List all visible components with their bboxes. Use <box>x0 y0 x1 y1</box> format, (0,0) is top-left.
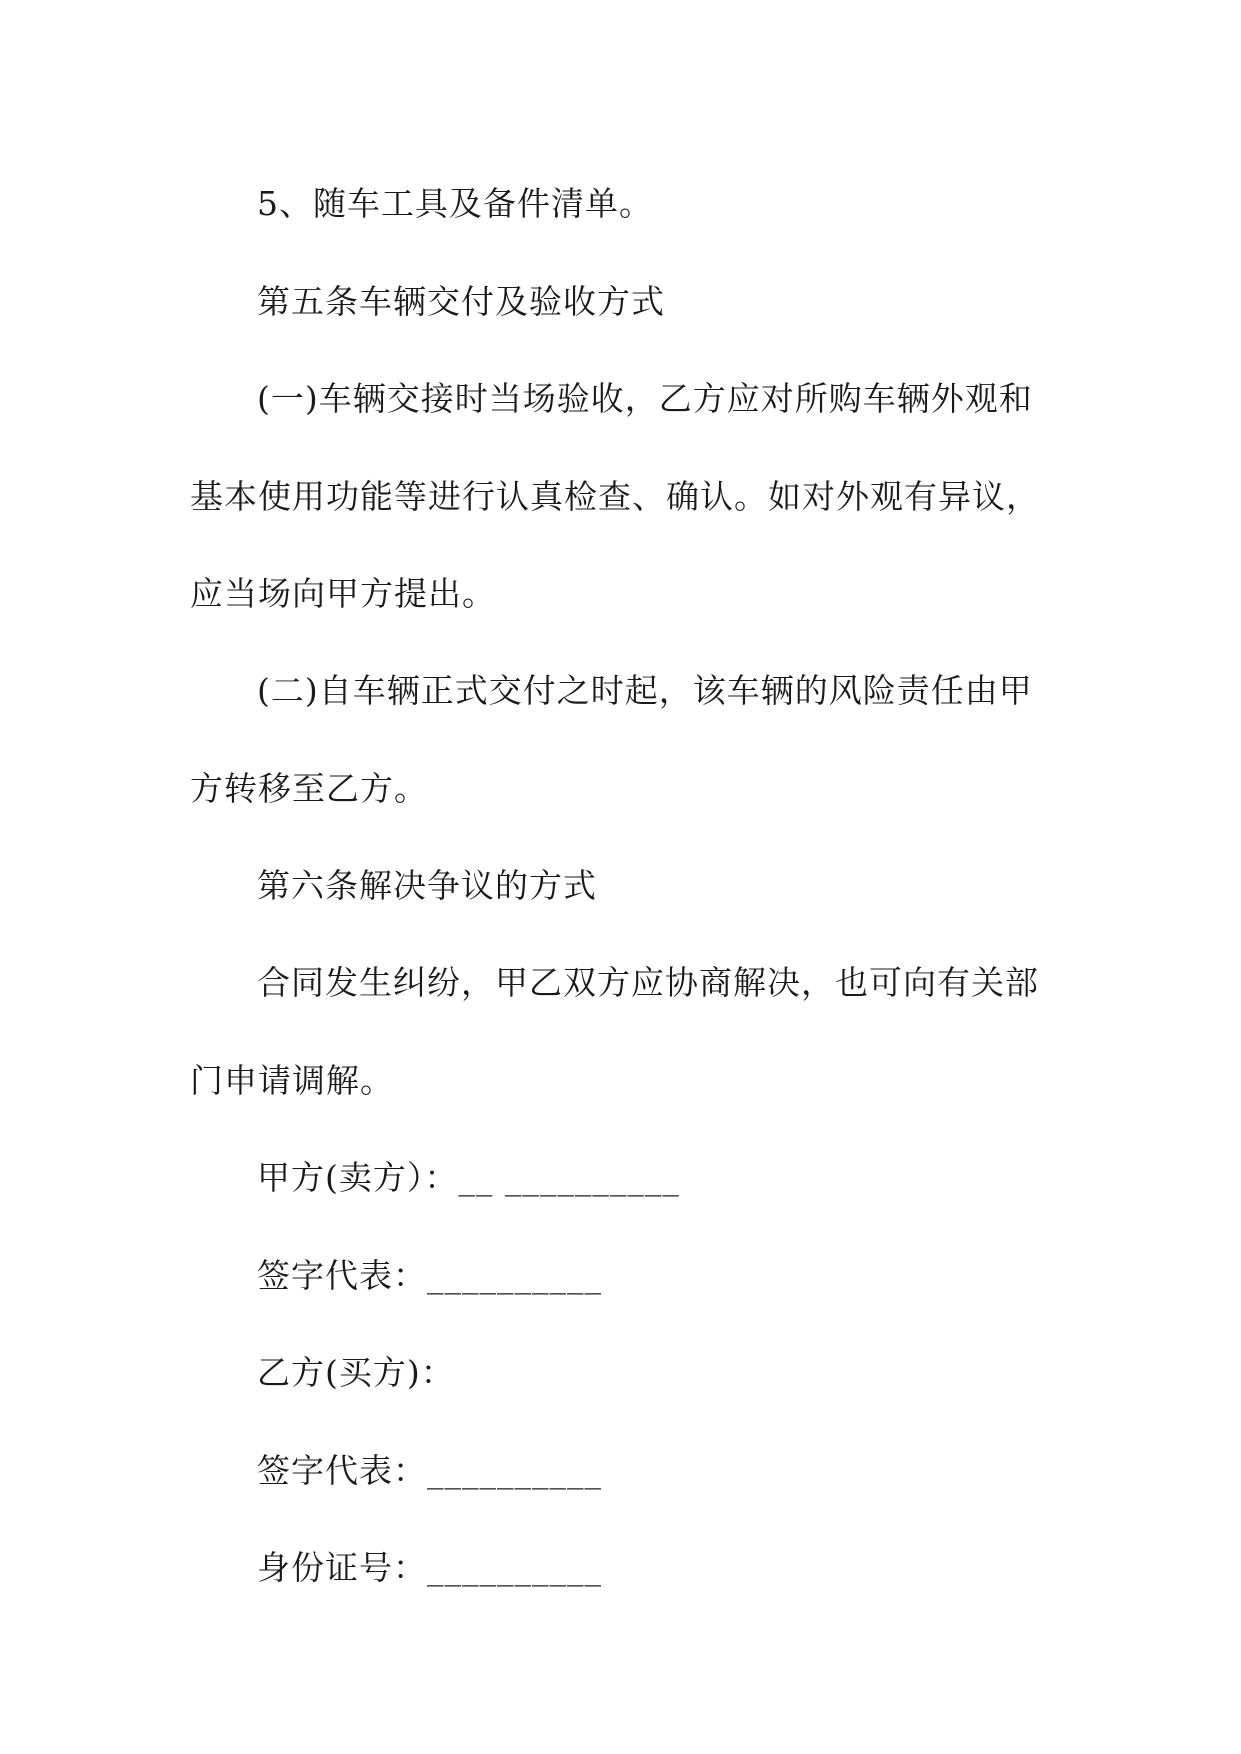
paragraph-risk-transfer-line-2: 方转移至乙方。 <box>190 769 428 808</box>
party-b-signatory-field: 签字代表：__________ <box>257 1451 602 1490</box>
heading-article-6: 第六条解决争议的方式 <box>257 866 597 905</box>
heading-article-5: 第五条车辆交付及验收方式 <box>257 282 665 321</box>
party-a-signatory-field: 签字代表：__________ <box>257 1256 602 1295</box>
paragraph-risk-transfer-line-1: (二)自车辆正式交付之时起，该车辆的风险责任由甲 <box>257 671 1033 710</box>
list-item-tools-spare-parts: 5、随车工具及备件清单。 <box>257 184 653 223</box>
party-a-seller-field: 甲方(卖方）：__ __________ <box>257 1158 680 1197</box>
paragraph-delivery-inspection-line-3: 应当场向甲方提出。 <box>190 574 496 613</box>
paragraph-delivery-inspection-line-2: 基本使用功能等进行认真检查、确认。如对外观有异议， <box>190 477 1040 516</box>
id-number-field: 身份证号：__________ <box>257 1548 602 1587</box>
party-b-buyer-field: 乙方(买方)： <box>257 1353 455 1392</box>
paragraph-dispute-line-2: 门申请调解。 <box>190 1061 394 1100</box>
paragraph-delivery-inspection-line-1: (一)车辆交接时当场验收，乙方应对所购车辆外观和 <box>257 379 1033 418</box>
paragraph-dispute-line-1: 合同发生纠纷，甲乙双方应协商解决，也可向有关部 <box>257 963 1039 1002</box>
